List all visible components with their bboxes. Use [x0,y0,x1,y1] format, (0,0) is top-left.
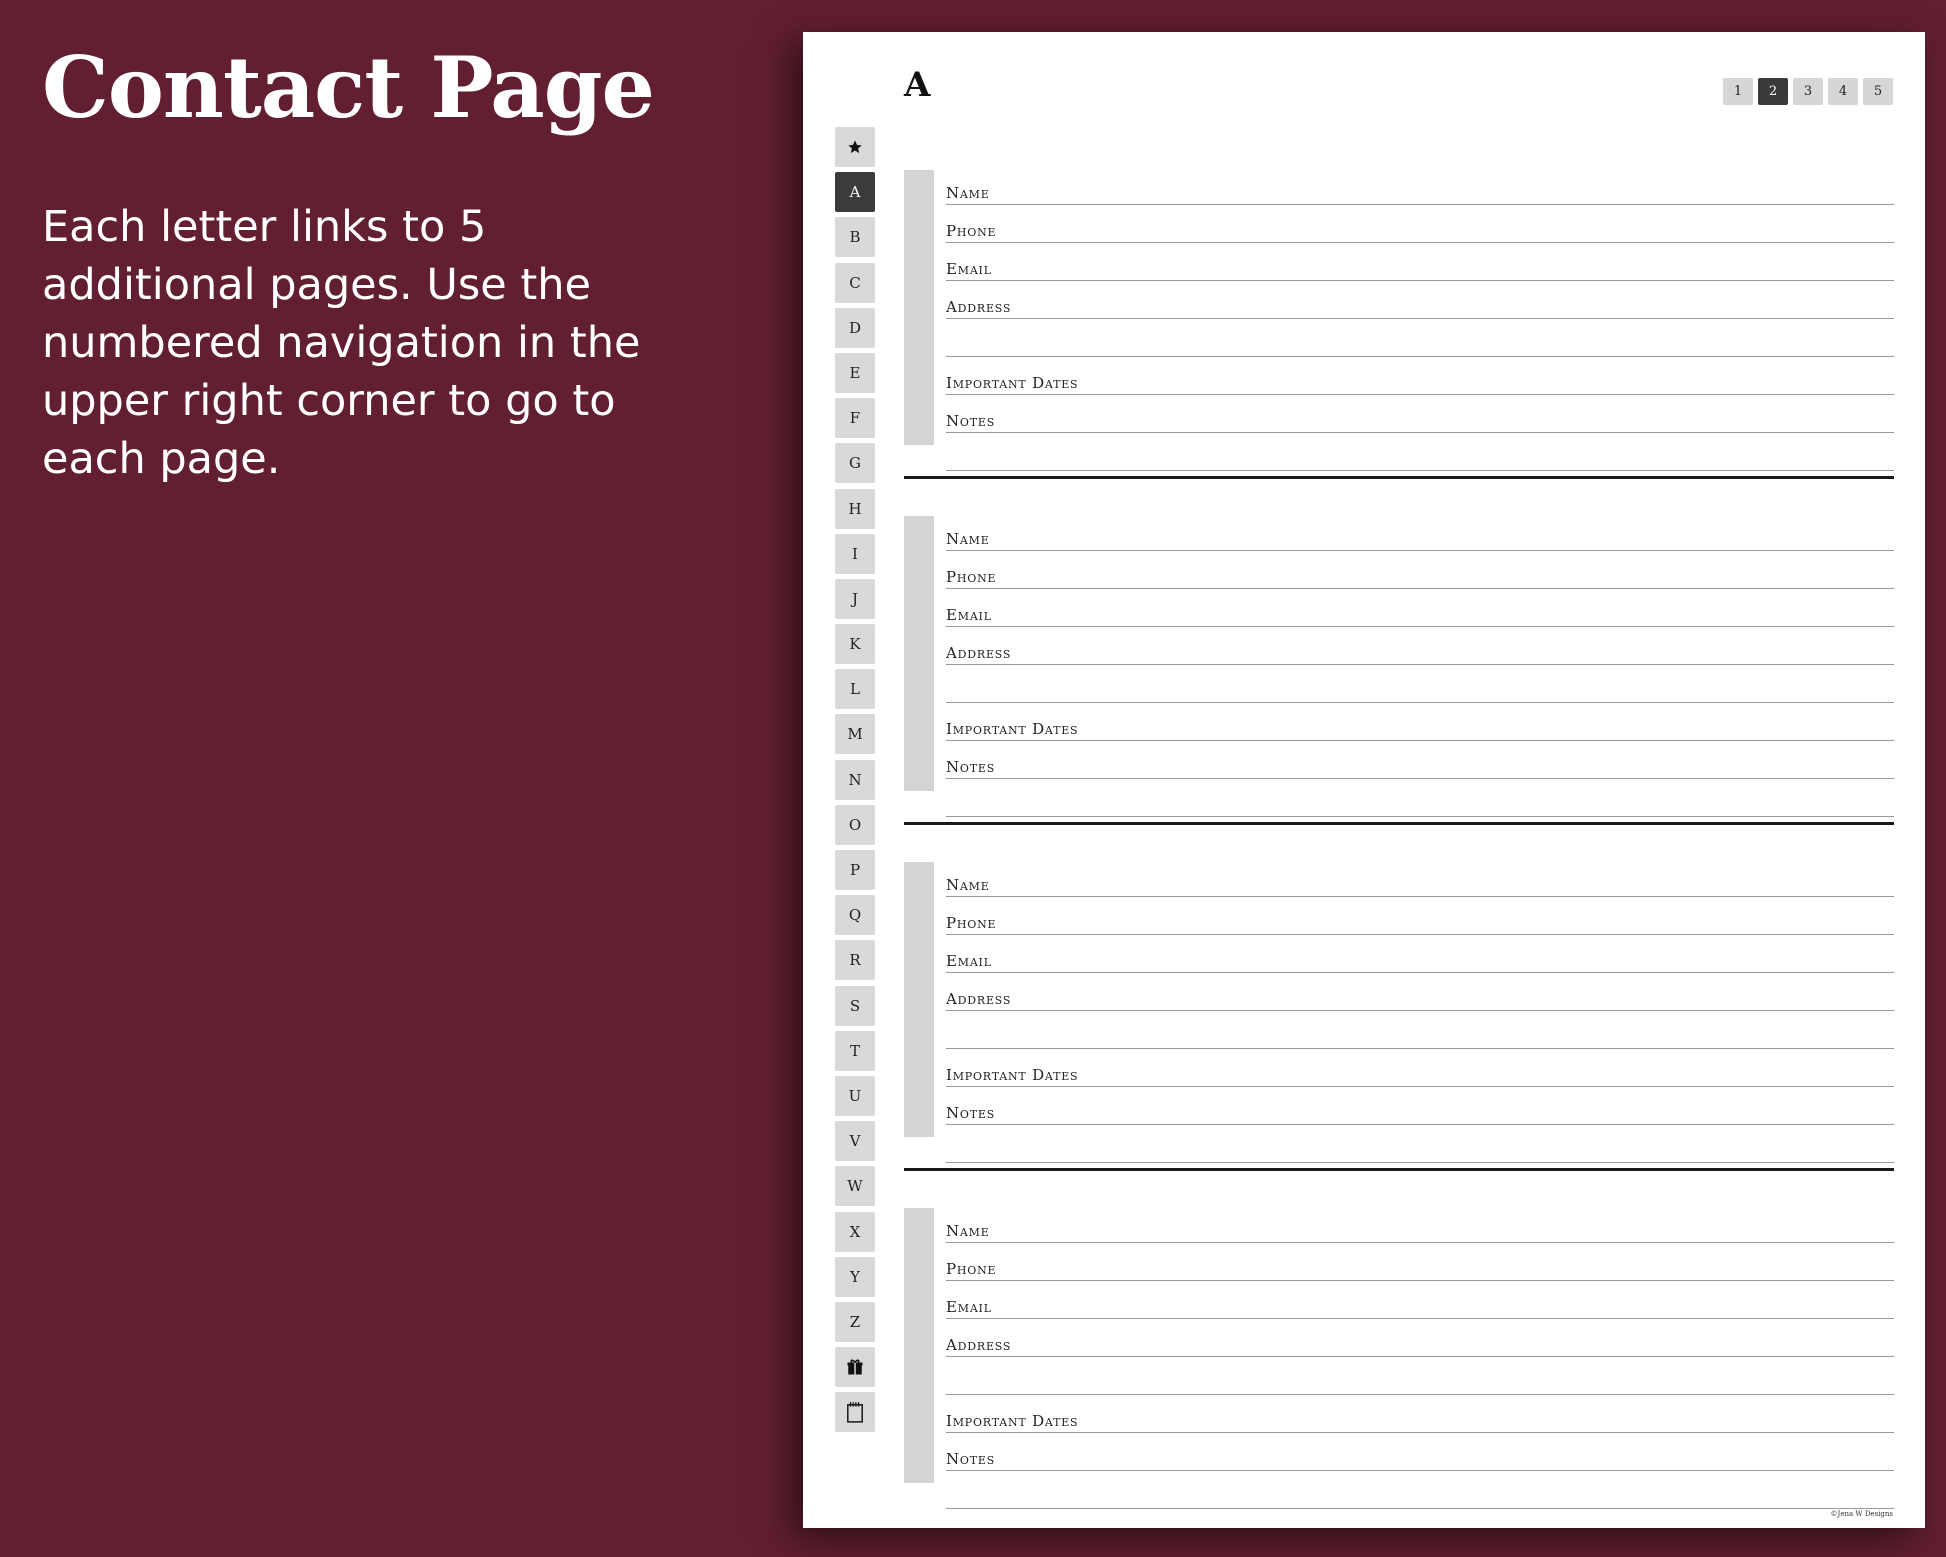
tab-letter-x[interactable]: X [835,1212,875,1252]
extra-line-field[interactable] [946,1011,1894,1049]
extra-line-field[interactable] [946,1471,1894,1509]
tab-letter-m[interactable]: M [835,714,875,754]
tab-letter-n[interactable]: N [835,760,875,800]
name-field[interactable] [946,167,1894,205]
tab-letter-y[interactable]: Y [835,1257,875,1297]
page-5-button[interactable]: 5 [1863,78,1893,105]
page-3-button[interactable]: 3 [1793,78,1823,105]
gift-icon [846,1358,864,1376]
address-label: Address [946,990,1012,1008]
hero-description: Each letter links to 5 additional pages. Use the numbered navigation in the upper right corner to go to each page. [42,202,641,484]
contact-side-bar [904,170,934,445]
page-4-button[interactable]: 4 [1828,78,1858,105]
gift-tab[interactable] [835,1347,875,1387]
extra-line-field[interactable] [946,433,1894,471]
email-label: Email [946,606,992,624]
contact-divider [904,822,1894,825]
contact-block [904,513,1894,790]
hero-title: Contact Page [42,38,654,137]
important-dates-label: Important Dates [946,720,1079,738]
address-label: Address [946,1336,1012,1354]
address-field[interactable] [946,1319,1894,1357]
email-field[interactable] [946,243,1894,281]
tab-letter-h[interactable]: H [835,489,875,529]
extra-line-field[interactable] [946,1357,1894,1395]
star-icon [847,139,863,155]
email-field[interactable] [946,589,1894,627]
extra-line-field[interactable] [946,319,1894,357]
address-field[interactable] [946,281,1894,319]
tab-letter-o[interactable]: O [835,805,875,845]
page-2-button[interactable]: 2 [1758,78,1788,105]
important-dates-field[interactable] [946,1395,1894,1433]
phone-field[interactable] [946,897,1894,935]
phone-label: Phone [946,914,997,932]
tab-letter-z[interactable]: Z [835,1302,875,1342]
phone-label: Phone [946,1260,997,1278]
tab-letter-u[interactable]: U [835,1076,875,1116]
page-letter-heading: A [904,65,931,105]
address-field[interactable] [946,973,1894,1011]
tab-letter-p[interactable]: P [835,850,875,890]
page-number-navigation [1723,78,1893,105]
phone-field[interactable] [946,551,1894,589]
email-field[interactable] [946,935,1894,973]
address-field[interactable] [946,627,1894,665]
name-label: Name [946,184,990,202]
contact-block [904,1205,1894,1482]
address-label: Address [946,298,1012,316]
contact-block [904,167,1894,444]
contact-side-bar [904,1208,934,1483]
copyright-text: ©Jena W Designs [1830,1510,1893,1518]
address-label: Address [946,644,1012,662]
email-label: Email [946,260,992,278]
tab-letter-j[interactable]: J [835,579,875,619]
contact-divider [904,1168,1894,1171]
tab-letter-c[interactable]: C [835,263,875,303]
email-field[interactable] [946,1281,1894,1319]
important-dates-label: Important Dates [946,1412,1079,1430]
tab-letter-s[interactable]: S [835,986,875,1026]
notepad-tab[interactable] [835,1392,875,1432]
tab-letter-i[interactable]: I [835,534,875,574]
name-label: Name [946,1222,990,1240]
tab-letter-q[interactable]: Q [835,895,875,935]
tab-letter-r[interactable]: R [835,940,875,980]
important-dates-field[interactable] [946,703,1894,741]
email-label: Email [946,952,992,970]
contact-side-bar [904,862,934,1137]
tab-letter-e[interactable]: E [835,353,875,393]
name-field[interactable] [946,859,1894,897]
notes-label: Notes [946,758,996,776]
name-label: Name [946,530,990,548]
important-dates-field[interactable] [946,1049,1894,1087]
contact-list [904,167,1894,1551]
contact-block [904,859,1894,1136]
name-field[interactable] [946,1205,1894,1243]
planner-page [803,32,1925,1528]
notepad-icon [846,1401,864,1423]
contact-divider [904,476,1894,479]
phone-label: Phone [946,568,997,586]
contact-side-bar [904,516,934,791]
name-label: Name [946,876,990,894]
important-dates-label: Important Dates [946,374,1079,392]
notes-label: Notes [946,412,996,430]
phone-field[interactable] [946,205,1894,243]
name-field[interactable] [946,513,1894,551]
star-tab[interactable] [835,127,875,167]
tab-letter-t[interactable]: T [835,1031,875,1071]
notes-label: Notes [946,1104,996,1122]
tab-letter-l[interactable]: L [835,669,875,709]
tab-letter-w[interactable]: W [835,1166,875,1206]
phone-field[interactable] [946,1243,1894,1281]
tab-letter-k[interactable]: K [835,624,875,664]
notes-field[interactable] [946,741,1894,779]
tab-letter-g[interactable]: G [835,443,875,483]
tab-letter-f[interactable]: F [835,398,875,438]
tab-letter-a[interactable]: A [835,172,875,212]
notes-field[interactable] [946,1433,1894,1471]
email-label: Email [946,1298,992,1316]
tab-letter-v[interactable]: V [835,1121,875,1161]
tab-letter-d[interactable]: D [835,308,875,348]
important-dates-label: Important Dates [946,1066,1079,1084]
page-1-button[interactable]: 1 [1723,78,1753,105]
notes-field[interactable] [946,1087,1894,1125]
alphabet-tabs [835,127,875,1432]
extra-line-field[interactable] [946,1125,1894,1163]
tab-letter-b[interactable]: B [835,217,875,257]
phone-label: Phone [946,222,997,240]
extra-line-field[interactable] [946,779,1894,817]
notes-field[interactable] [946,395,1894,433]
extra-line-field[interactable] [946,665,1894,703]
important-dates-field[interactable] [946,357,1894,395]
notes-label: Notes [946,1450,996,1468]
